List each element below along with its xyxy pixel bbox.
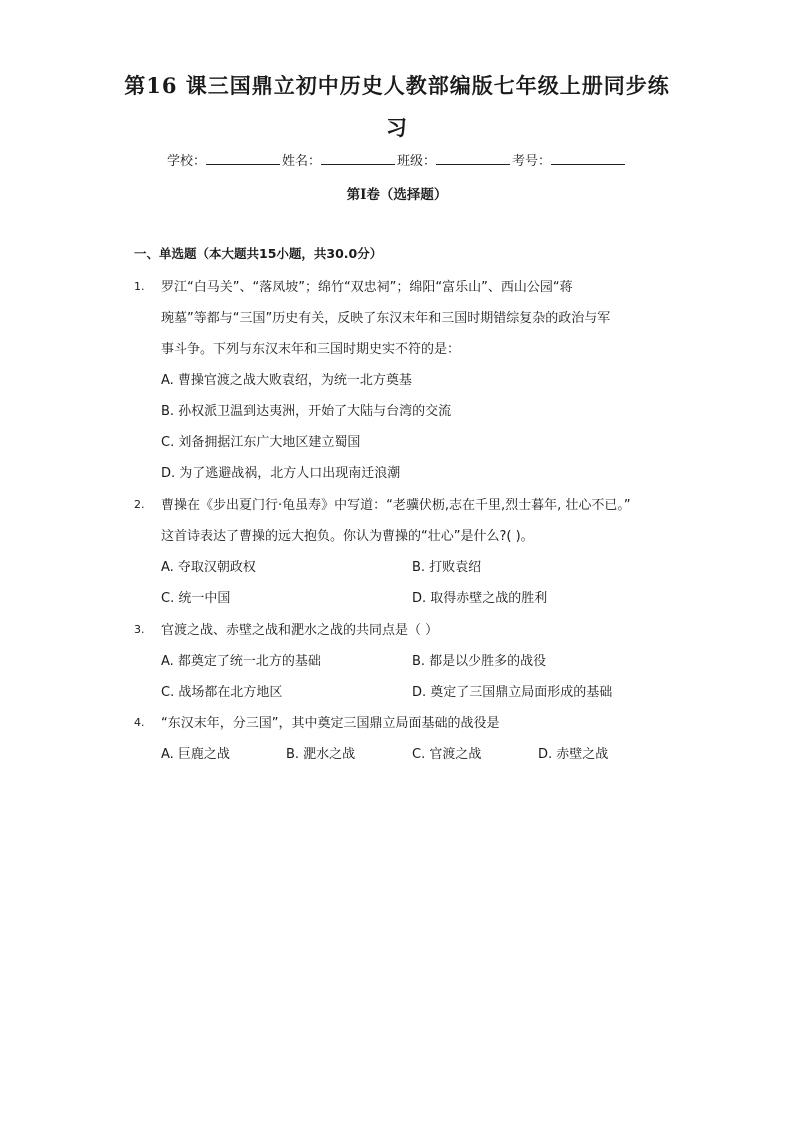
question-number: 3. [134,623,145,636]
volume-heading: 第I卷（选择题） [346,187,448,203]
question-stem [161,272,701,365]
number-label: 考号： [512,154,552,169]
name-blank[interactable] [321,151,395,165]
option-a[interactable]: A. 巨鹿之战 [161,747,230,762]
option-b[interactable]: B. 淝水之战 [286,747,356,762]
option-b[interactable]: B. 都是以少胜多的战役 [412,654,547,669]
stem-line: 官渡之战、赤壁之战和淝水之战的共同点是（ ） [161,623,439,638]
option-a[interactable]: A. 曹操官渡之战大败袁绍，为统一北方奠基 [161,373,412,388]
stem-line: 琬墓”等都与“三国”历史有关，反映了东汉末年和三国时期错综复杂的政治与军 [161,311,611,326]
number-blank[interactable] [551,151,625,165]
question-stem [161,708,701,739]
option-b[interactable]: B. 打败袁绍 [412,560,482,575]
option-d[interactable]: D. 奠定了三国鼎立局面形成的基础 [412,685,613,700]
question-number: 4. [134,716,145,729]
school-blank[interactable] [206,151,280,165]
class-label: 班级： [397,154,437,169]
question-number: 1. [134,280,145,293]
option-d[interactable]: D. 赤壁之战 [538,747,609,762]
stem-line: 曹操在《步出夏门行·龟虽寿》中写道：“老骥伏枥,志在千里,烈士暮年, 壮心不已。” [161,498,631,513]
name-label: 姓名： [281,154,321,169]
option-b[interactable]: B. 孙权派卫温到达夷洲，开始了大陆与台湾的交流 [161,404,452,419]
section-heading: 一、单选题（本大题共15小题，共30.0分） [134,246,383,261]
option-c[interactable]: C. 统一中国 [161,591,231,606]
option-a[interactable]: A. 都奠定了统一北方的基础 [161,654,321,669]
question-stem [161,615,701,646]
page-title-continued: 习 [386,115,408,140]
page-title: 第16 课三国鼎立初中历史人教部编版七年级上册同步练 [124,73,670,98]
stem-line: 事斗争。下列与东汉末年和三国时期史实不符的是： [161,342,461,357]
option-d[interactable]: D. 取得赤壁之战的胜利 [412,591,548,606]
option-c[interactable]: C. 官渡之战 [412,747,482,762]
class-blank[interactable] [436,151,510,165]
option-c[interactable]: C. 战场都在北方地区 [161,685,283,700]
stem-line: “东汉末年，分三国”，其中奠定三国鼎立局面基础的战役是 [161,716,500,731]
school-label: 学校： [166,154,206,169]
question-number: 2. [134,498,145,511]
option-a[interactable]: A. 夺取汉朝政权 [161,560,256,575]
option-c[interactable]: C. 刘备拥据江东广大地区建立蜀国 [161,435,361,450]
student-info-line [0,150,794,169]
stem-line: 这首诗表达了曹操的远大抱负。你认为曹操的“壮心”是什么?( )。 [161,529,534,544]
stem-line: 罗江“白马关”、“落凤坡”；绵竹“双忠祠”；绵阳“富乐山”、西山公园“蒋 [161,280,573,295]
question-stem [161,490,701,552]
option-d[interactable]: D. 为了逃避战祸，北方人口出现南迁浪潮 [161,466,401,481]
